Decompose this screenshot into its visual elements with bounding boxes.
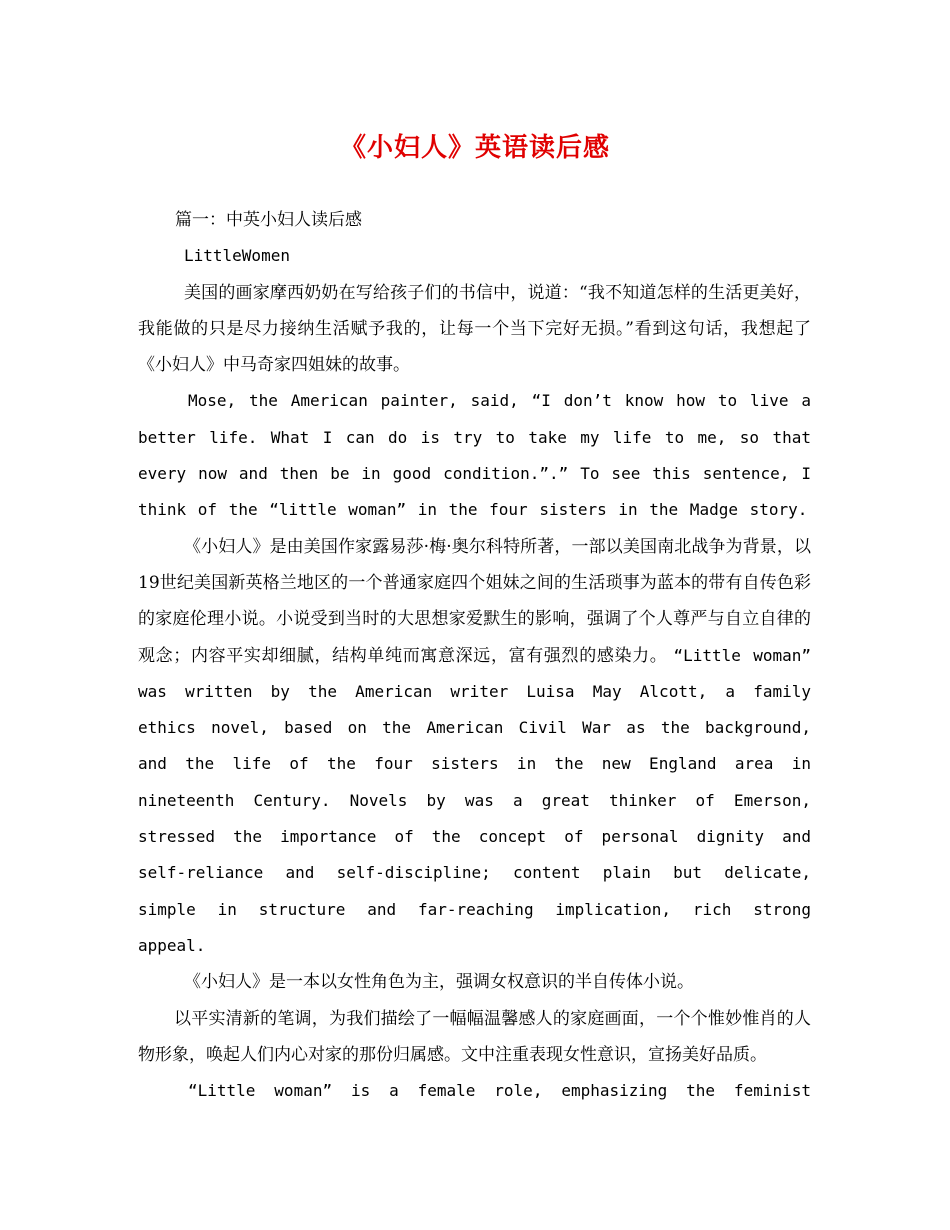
document-title: 《小妇人》英语读后感 [339,133,610,163]
paragraph-english-2: “Little woman” was written by the American writer Luisa May Alcott, a family ethics novel, based on the American Civil War as the background, and the life of the four sisters in the new England area in nineteenth Century. Novels by was a great thinker of Emerson, stressed the importance of the concept of personal dignity and self-reliance and self-discipline; content plain but delicate, simple in structure and far-reaching implication, rich strong appeal. [138,645,812,955]
section-heading: 篇一：中英小妇人读后感 [175,210,362,230]
paragraph-english-3: “Little woman” is a female role, emphasizing the feminist [188,1081,811,1101]
paragraph-chinese-2: 《小妇人》是由美国作家露易莎·梅·奥尔科特所著，一部以美国南北战争为背景，以19世纪美国新英格兰地区的一个普通家庭四个姐妹之间的生活琐事为蓝本的带有自传色彩的家庭伦理小说。小说受到当时的大思想家爱默生的影响，强调了个人尊严与自立自律的观念；内容平实却细腻，结构单纯而寓意深远，富有强烈的感染力。 [138,536,811,666]
paragraph-chinese-3: 《小妇人》是一本以女性角色为主，强调女权意识的半自传体小说。 [184,972,694,993]
document-body [138,202,811,1109]
paragraph-chinese-4: 以平实清新的笔调，为我们描绘了一幅幅温馨感人的家庭画面，一个个惟妙惟肖的人物形象，唤起人们内心对家的那份归属感。文中注重表现女性意识，宣扬美好品质。 [138,1008,811,1065]
paragraph-english-1: Mose, the American painter, said, “I don’t know how to live a better life. What I can do is try to take my life to me, so that every now and then be in good condition.”.” To see this sentence, I think of the “little woman” in the four sisters in the Madge story. [138,391,811,520]
english-subheading: LittleWomen [184,246,290,266]
paragraph-chinese-1: 美国的画家摩西奶奶在写给孩子们的书信中，说道：“我不知道怎样的生活更美好，我能做的只是尽力接纳生活赋予我的，让每一个当下完好无损。”看到这句话，我想起了《小妇人》中马奇家四姐妹的故事。 [138,282,811,376]
paragraph-mixed-2 [138,529,811,965]
